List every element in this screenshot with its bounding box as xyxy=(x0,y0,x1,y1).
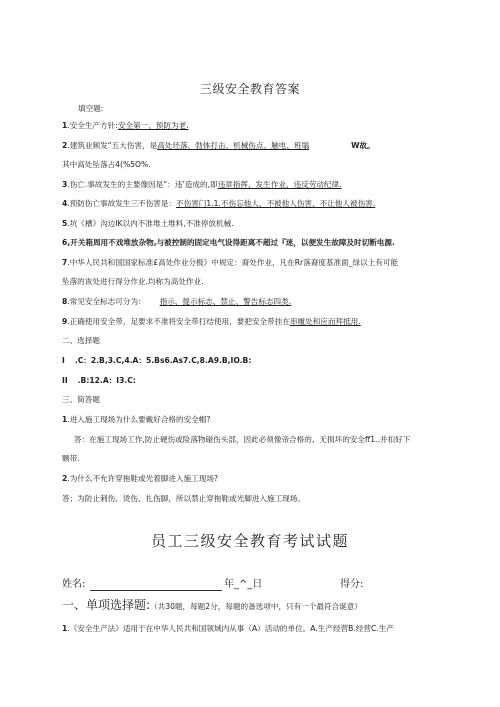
answer-key-title: 三级安全教育答案 xyxy=(199,82,300,96)
short-q2-number: 2 xyxy=(62,474,68,483)
short-answer-heading: 三、简答题 xyxy=(62,395,100,404)
choice-answers-2-number: II xyxy=(62,376,68,385)
choice-answers-1-text: .C：2.B,3.C,4.A：5.Bs6.As7.C,8.A9.B,IO.B: xyxy=(74,356,252,365)
short-q1-answer: 答：在施工现场工作,防止硬伤或险落物碰伤头部，因此必须像帝合格的、无损坏的安全ff1..并扣好下 xyxy=(74,435,411,444)
fill-q2-answer: 高处坯落、勃体打击、机械伤点、触电、班塌 xyxy=(157,141,310,150)
exam-q1 xyxy=(62,624,394,634)
fill-q1-number: 1 xyxy=(62,121,68,130)
fill-q2-number: 2 xyxy=(62,141,68,150)
choice-answers-2-text: .B:12.A：I3.C: xyxy=(77,376,136,385)
short-q2 xyxy=(62,474,218,484)
fill-q2-continued: 其中高处坠落占4(%5O%. xyxy=(62,160,151,169)
fill-q3-text: .伤亡.事故发生的主要像因是“：违’造成的,即 xyxy=(67,180,218,189)
fill-in-heading: 填空题: xyxy=(78,104,104,113)
fill-q7-text: .中华人民共和国国家标准£高处作业分极》中规定：裔处作业，凡在Rr落裔度基准面_绿以上有可能 xyxy=(67,258,399,267)
fill-q8 xyxy=(62,297,291,307)
fill-q7 xyxy=(62,258,398,268)
fill-q6: 6,开关箱周用不戏堆放杂物,与被控制的固定电气设得距离不超过『迷，以便发生故障及时切断电源. xyxy=(62,238,395,247)
short-q1-text: .进入施工现场为什么要戴好合格的安全帽? xyxy=(67,415,211,424)
short-q1-number: 1 xyxy=(62,415,68,424)
fill-q8-number: 8 xyxy=(62,297,68,306)
fill-q1-answer: 安全第一、预防为老. xyxy=(117,121,189,130)
section-1-heading xyxy=(62,598,362,613)
fill-q2 xyxy=(62,141,375,151)
fill-q3 xyxy=(62,180,342,190)
date-text: 年_^_日 xyxy=(224,579,263,590)
fill-q9-number: 9 xyxy=(62,317,68,326)
exam-q1-number: 1 xyxy=(62,624,68,633)
choice-answers-1 xyxy=(62,356,251,366)
name-blank-line xyxy=(90,590,222,591)
fill-q4-answer: 不伤害门1.1.不伤忘他人、不被他人伤害、不让他人被伤害. xyxy=(176,199,376,208)
fill-q4-number: 4 xyxy=(62,199,68,208)
fill-q8-answer: 指示、提示标志、禁止、警告标志四类. xyxy=(159,297,292,306)
fill-q2-text: .建筑业频发“五大伤害，是 xyxy=(67,141,158,150)
short-q2-text: .为什么不允许穿拖鞋或光着脚进入施工现场? xyxy=(67,474,219,483)
fill-q7-number: 7 xyxy=(62,258,68,267)
fill-q2-suffix: W故。 xyxy=(351,141,375,150)
section-1-note: （共30题，每题2分，每题的备选项中，只有一个最符合诞意） xyxy=(150,602,362,611)
score-label: 得分: xyxy=(340,579,364,590)
section-1-title: 一、单项选择题: xyxy=(62,598,151,612)
choice-heading: 二、选择题 xyxy=(62,336,100,345)
fill-q1-text: .安全生产方针: xyxy=(67,121,118,130)
fill-q5 xyxy=(62,219,234,229)
fill-q1 xyxy=(62,121,189,131)
fill-q8-text: .常见安全标志可分为： xyxy=(67,297,146,306)
short-q1 xyxy=(62,415,210,425)
fill-q9-answer: 串履处和应而拜抵用. xyxy=(289,317,361,326)
fill-q3-number: 3 xyxy=(62,180,68,189)
exam-q1-text: .《安全生产法》适用于在中华人民共和国领域内从事（A）活动的单位。A.生产经营B.经营C.生产 xyxy=(67,624,394,633)
fill-q4 xyxy=(62,199,375,209)
choice-answers-2 xyxy=(62,376,136,386)
fill-q5-number: 5 xyxy=(62,219,68,228)
short-q2-answer: 答；为防止刺伤、烫伤、扎伤脚，所以禁止穿拖鞋或光脚进入施工现场。 xyxy=(62,494,305,503)
fill-q9-text: .正确使用安全带，足要求不准将安全带打结使用，要把安全带挂在 xyxy=(67,317,290,326)
fill-q9 xyxy=(62,317,361,327)
short-q1-answer-continued: 颗带. xyxy=(62,454,80,463)
fill-q5-text: .坑《槽》沟边IK以内不准堆土堆料,不准停放机械. xyxy=(67,219,234,228)
fill-q7-continued: 坠落的诙处进行得分作业.均称为高处作业. xyxy=(62,277,204,286)
fill-q4-text: .预防伤亡事故发生三不伤害是： xyxy=(67,199,177,208)
choice-answers-1-number: I xyxy=(62,356,65,365)
fill-q3-answer: 违章指挥、发生作业、违反劳动纪律. xyxy=(217,180,342,189)
exam-title: 员工三级安全教育考试试题 xyxy=(150,532,349,550)
name-label: 姓名: xyxy=(62,579,86,590)
